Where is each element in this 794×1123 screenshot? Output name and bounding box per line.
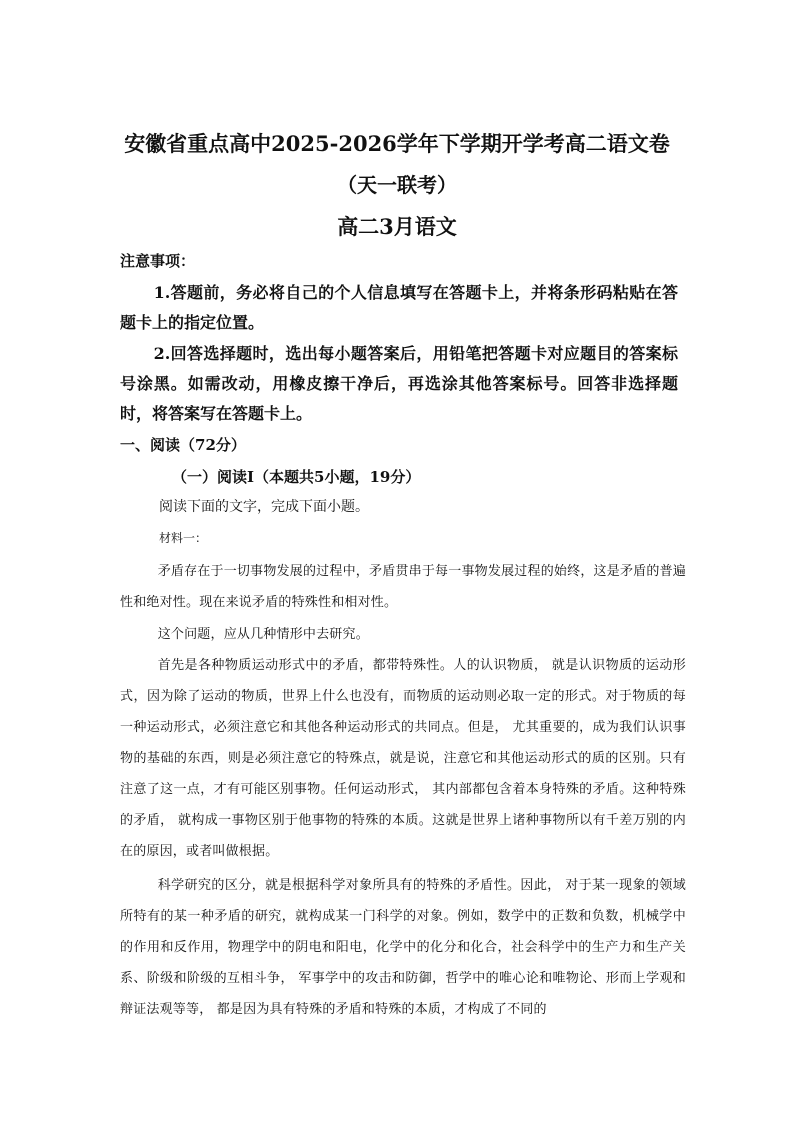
notice-item-2: 2.回答选择题时，选出每小题答案后，用铅笔把答题卡对应题目的答案标号涂黑。如需改动，用橡皮擦干净后，再选涂其他答案标号。回答非选择题时，将答案写在答题卡上。 [120, 344, 678, 423]
reading-instruction: 阅读下面的文字，完成下面小题。 [159, 499, 369, 515]
passage-paragraph-2: 这个问题，应从几种情形中去研究。 [157, 627, 369, 642]
exam-title: 安徽省重点高中2025-2026学年下学期开学考高二语文卷 [124, 131, 670, 156]
material-label: 材料一： [159, 531, 208, 545]
exam-course-title: 高二3月语文 [337, 214, 457, 239]
notice-item-1: 1.答题前，务必将自己的个人信息填写在答题卡上，并将条形码粘贴在答题卡上的指定位置。 [120, 283, 678, 332]
passage-paragraph-4: 科学研究的区分，就是根据科学对象所具有的特殊的矛盾性。因此， 对于某一现象的领域所特有的某一种矛盾的研究，就构成某一门科学的对象。例如，数学中的正数和负数，机械学中的作用和反作用，物理学中的阴电和阳电，化学中的化分和化合，社会科学中的生产力和生产关系、阶级和阶级的互相斗争， 军事学中的攻击和防御，哲学中的唯心论和唯物论、形而上学观和辩证法观等等， 都是因为具有特殊的矛盾和特殊的本质，才构成了不同的 [120, 878, 686, 1017]
passage-paragraph-1: 矛盾存在于一切事物发展的过程中，矛盾贯串于每一事物发展过程的始终，这是矛盾的普遍性和绝对性。现在来说矛盾的特殊性和相对性。 [120, 564, 686, 610]
exam-subtitle: （天一联考） [337, 173, 457, 197]
section-heading: 一、阅读（72分） [120, 436, 246, 454]
subsection-heading: （一）阅读Ⅰ（本题共5小题，19分） [172, 468, 421, 486]
notice-heading: 注意事项： [120, 252, 196, 270]
passage-paragraph-3: 首先是各种物质运动形式中的矛盾，都带特殊性。人的认识物质， 就是认识物质的运动形式，因为除了运动的物质，世界上什么也没有，而物质的运动则必取一定的形式。对于物质的每一种运动形式，必须注意它和其他各种运动形式的共同点。但是， 尤其重要的，成为我们认识事物的基础的东西，则是必须注意它的特殊点，就是说，注意它和其他运动形式的质的区别。只有注意了这一点，才有可能区别事物。任何运动形式， 其内部都包含着本身特殊的矛盾。这种特殊的矛盾， 就构成一事物区别于他事物的特殊的本质。这就是世界上诸种事物所以有千差万别的内在的原因，或者叫做根据。 [120, 658, 686, 859]
